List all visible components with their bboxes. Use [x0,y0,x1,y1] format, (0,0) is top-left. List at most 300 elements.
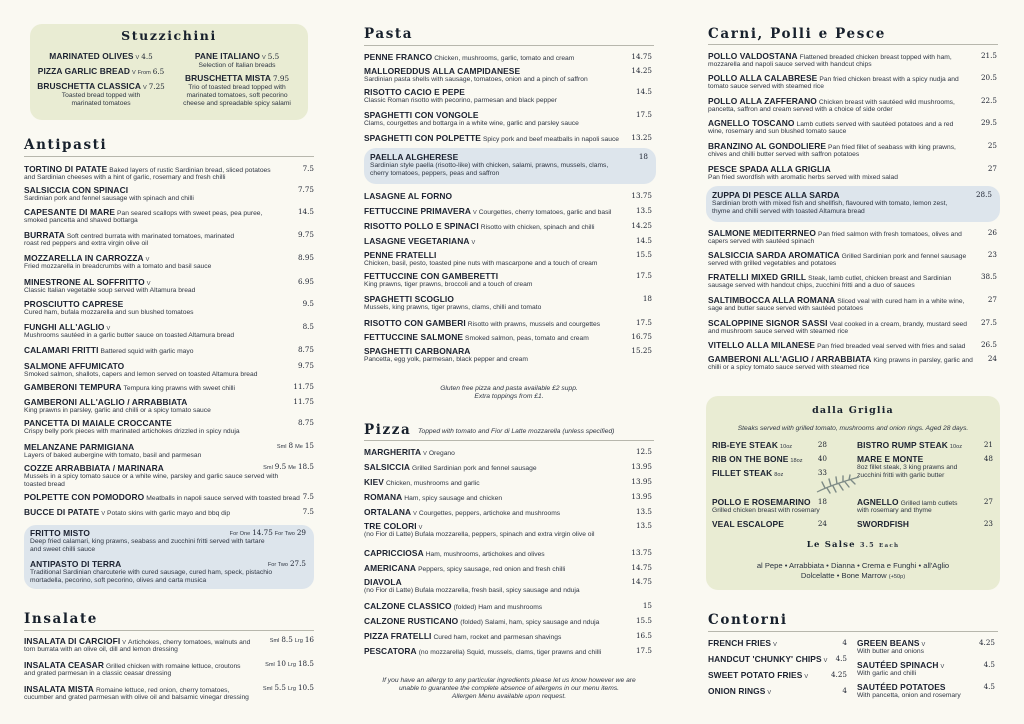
item-description: pancetta, saffron and cream served with a choice of side order [708,106,893,113]
item-price: 9.5 [302,299,314,308]
item-price: 25 [987,141,997,150]
item-description: Sliced veal with cured ham in a white wine, [837,298,965,305]
menu-item [24,346,193,356]
antipasti-title: Antipasti [24,137,108,153]
item-name: MARINATED OLIVES [49,51,134,61]
item-name: AGNELLO [857,497,899,507]
item-description: Mussels in a spicy tomato sauce or a white wine, parsley and garlic sauce served with [24,473,279,480]
item-price: 14.5 [297,207,314,216]
item-name: PROSCIUTTO CAPRESE [24,299,124,309]
item-price: 17.5 [635,646,652,655]
size-label: Sml [265,662,275,668]
item-price: 7.5 [302,492,314,501]
item-price: 8.95 [297,253,314,262]
item-price: 10 [276,659,286,668]
item-price: 24 [817,519,827,528]
item-description: King prawns in parsley, garlic and [873,357,973,364]
item-description: Oregano [428,450,455,457]
item-name: PANE ITALIANO [194,51,261,61]
menu-item [364,549,545,559]
veg-mark: V [262,55,266,61]
item-name: PANCETTA DI MAIALE CROCCANTE [24,418,172,428]
item-price: 7.5 [302,507,314,516]
item-name: BUCCE DI PATATE [24,507,100,517]
item-description: with rosemary and thyme [857,507,932,514]
item-price: 5.5 [274,683,286,692]
item-name: CAPESANTE DI MARE [24,207,116,217]
item-name: FILLET STEAK [712,468,773,478]
item-name: TORTINO DI PATATE [24,164,108,174]
item-name: POLLO E ROSEMARINO [712,497,811,507]
item-price: 4 [842,638,847,647]
item-description: (no mozzarella) Squid, mussels, clams, tiger prawns and chilli [418,649,602,656]
menu-item [24,493,300,503]
item-price: 7.5 [302,164,314,173]
item-price: 14.25 [631,221,652,230]
divider [24,156,314,157]
menu-item [370,153,458,162]
item-description: Classic Roman risotto with pecorino, parmesan and black pepper [364,97,557,104]
menu-item [364,617,599,627]
item-price: 26.5 [980,340,997,349]
salse-each: Each [879,543,900,549]
item-price: 7.95 [273,74,290,83]
menu-column-right [679,0,1024,724]
item-price: 9.75 [297,361,314,370]
weight-label: 10oz [949,444,963,450]
item-name: INSALATA CEASAR [24,660,104,670]
item-price: 17.5 [635,110,652,119]
size-label: Sml [262,686,273,692]
item-description: Soft centred burrata with marinated tomatoes, marinated [66,233,235,240]
item-description: Pan fried swordfish with aromatic herbs served with mixed salad [708,174,898,181]
pizza-subtitle: Topped with tomato and Fior di Latte mozzarella (unless specified) [418,428,615,435]
item-description: Steak, lamb cutlet, chicken breast and Sardinian [808,275,952,282]
stuzzichini-item [36,82,166,92]
menu-item [708,671,808,681]
stuzzichini-item [36,67,166,77]
menu-item [30,560,121,569]
item-description: Spicy pork and beef meatballs in napoli sauce [482,136,620,143]
menu-item [364,347,470,356]
item-name: HANDCUT 'CHUNKY' CHIPS [708,654,822,664]
item-name: PENNE FRANCO [364,52,433,62]
item-price: 20.5 [980,73,997,82]
item-price: 8.5 [281,635,293,644]
item-name: GAMBERONI ALL'AGLIO / ARRABBIATA [24,397,188,407]
item-description: smoked pancetta and shaved bottarga [24,217,138,224]
item-description: With garlic and chilli [857,670,917,677]
item-name: FRATELLI MIXED GRILL [708,272,807,282]
item-price: 18 [638,152,648,161]
menu-item [712,469,783,479]
item-price: 14.75 [631,577,652,586]
item-name: SPAGHETTI SCOGLIO [364,294,454,304]
item-name: FETTUCCINE SALMONE [364,332,464,342]
veg-mark: V [413,511,417,517]
item-name: PESCE SPADA ALLA GRIGLIA [708,164,831,174]
item-name: RIB ON THE BONE [712,454,789,464]
item-description: tomato sauce served with steamed rice [708,83,824,90]
item-description: zucchini fritti with garlic butter [857,472,945,479]
item-price: 16.5 [635,631,652,640]
item-name: FETTUCCINE CON GAMBERETTI [364,271,499,281]
item-description: Fried mozzarella in breadcrumbs with a tomato and basil sauce [24,263,212,270]
item-name: ANTIPASTO DI TERRA [30,559,122,569]
item-name: PIZZA GARLIC BREAD [37,66,131,76]
item-description: chilli or a spicy tomato sauce served with steamed rice [708,364,870,371]
item-description: Pan fried fillet of seabass with king prawns, [828,144,956,151]
item-price: 4 [842,686,847,695]
item-price: 14.25 [631,66,652,75]
menu-item [712,520,784,529]
price-group [200,529,306,538]
item-name: FUNGHI ALL'AGLIO [24,322,105,332]
item-description: Sardinian pasta shells with sausage, tomatoes, onion and a pinch of saffron [364,76,588,83]
item-name: MELANZANE PARMIGIANA [24,442,135,452]
item-description: marinated tomatoes [71,100,131,107]
size-label: Lrg [287,686,296,692]
item-price: 9.75 [297,230,314,239]
menu-item [364,207,611,217]
item-description: Courgettes, peppers, artichoke and mushrooms [418,510,561,517]
menu-item [24,443,134,452]
item-description: Chicken, basil, pesto, toasted pine nuts with mascarpone and a touch of cream [364,260,598,267]
item-description: Traditional Sardinian charcuterie with cured sausage, cured ham, speck, pistachio [30,569,273,576]
item-description: Pancetta, egg yolk, parmesan, black pepper and cream [364,356,528,363]
item-name: RISOTTO CON GAMBERI [364,318,466,328]
item-description: Ham, spicy sausage and chicken [404,495,503,502]
item-description: capers served with sautéed spinach [708,238,815,245]
item-description: King prawns, tiger prawns, broccoli and a touch of cream [364,281,533,288]
item-price: 28.5 [975,190,992,199]
item-description: Grilled Sardinian pork and fennel sausage [412,465,537,472]
item-description: Chicken, mushrooms, garlic, tomato and cream [434,55,575,62]
item-name: BISTRO RUMP STEAK [857,440,948,450]
divider [24,630,314,631]
item-price: 13.95 [631,462,652,471]
item-price: 11.75 [293,397,314,406]
menu-item [24,186,128,195]
salse-heading [706,540,1000,550]
item-name: SWORDFISH [857,519,910,529]
item-name: VEAL ESCALOPE [712,519,784,529]
for-two-label: For Two [267,562,288,568]
size-prices [204,660,314,669]
item-price: 15.25 [631,346,652,355]
item-price: 18 [642,294,652,303]
veg-mark: V [823,658,828,664]
item-name: BRANZINO AL GONDOLIERE [708,141,827,151]
item-price: 14.75 [252,528,273,537]
item-description: Grilled chicken breast with rosemary [712,507,820,514]
pasta-note: Extra toppings from £1. [474,393,544,400]
item-price: 40 [817,454,827,463]
item-name: SCALOPPINE SIGNOR SASSI [708,318,828,328]
item-name: ZUPPA DI PESCE ALLA SARDA [712,190,840,200]
menu-item [364,647,601,657]
item-description: Chicken breast with sautéed wild mushrooms, [818,99,955,106]
item-description: and sweet chilli sauce [30,546,96,553]
salse-supplement: (+50p) [888,574,906,580]
item-description: (folded) Ham and mushrooms [453,604,543,611]
item-name: SPAGHETTI CON VONGOLE [364,110,479,120]
item-price: 15.5 [635,616,652,625]
menu-item [364,602,542,612]
menu-item [364,272,498,281]
item-price: 4.25 [978,638,995,647]
item-description: Lamb cutlets served with sautéed potatoes and a red [796,121,954,128]
item-name: SAUTÉED SPINACH [857,660,939,670]
item-description: mozzarella and napoli sauce served with handcut chips [708,61,872,68]
veg-mark: V [804,674,809,680]
menu-item [364,53,574,63]
item-description: Peppers, spicy sausage, red onion and fresh chilli [418,566,566,573]
veg-mark: V [101,511,106,517]
item-price: 13.5 [635,206,652,215]
menu-item [364,578,402,587]
item-description: Clams, courgettes and bottarga in a white wine, garlic and parsley sauce [364,120,579,127]
item-name: GAMBERONI TEMPURA [24,382,122,392]
item-description: Crispy belly pork pieces with marinated artichokes drizzled in spicy nduja [24,428,240,435]
item-price: 27.5 [980,318,997,327]
item-price: 13.75 [631,191,652,200]
veg-mark: V [921,642,926,648]
menu-item [364,564,565,574]
menu-item [364,295,454,304]
weight-label: 10oz [779,444,793,450]
menu-item [24,398,187,407]
item-name: RISOTTO POLLO E SPINACI [364,221,479,231]
item-price: 13.95 [631,492,652,501]
item-name: MARE E MONTE [857,454,924,464]
stuzzichini-item [36,52,166,62]
item-description: chives and chilli butter served with saffron potatoes [708,151,860,158]
item-price: 22.5 [980,96,997,105]
item-description: Layers of baked aubergine with tomato, basil and parmesan [24,452,202,459]
item-description: (no Fior di Latte) Bufala mozzarella, fresh basil, spicy sausage and nduja [364,587,580,594]
item-description: (no Fior di Latte) Bufala mozzarella, peppers, spinach and extra virgin olive oil [364,531,595,538]
item-description: Veal cooked in a cream, brandy, mustard seed [829,321,967,328]
item-name: CALZONE RUSTICANO [364,616,459,626]
item-name: ONION RINGS [708,686,766,696]
item-description: thyme and chilli served with toasted Altamura bread [712,208,865,215]
size-label: Me [295,444,303,450]
menu-item [364,319,600,329]
salse-price: 3.5 [859,541,875,549]
item-name: RISOTTO CACIO E PEPE [364,87,465,97]
menu-item [364,632,561,642]
menu-item [708,165,831,174]
item-price: 6.95 [297,277,314,286]
item-description: served with grilled vegetables and potatoes [708,260,837,267]
item-description: Smoked salmon, shallots, capers and lemon served on toasted Altamura bread [24,371,258,378]
item-description: Selection of Italian breads [198,62,276,69]
size-prices [204,684,314,693]
item-name: INSALATA MISTA [24,684,94,694]
size-label: Lrg [287,662,296,668]
menu-item [364,111,479,120]
stuzzichini-item [172,74,302,83]
item-description: Flattened breaded chicken breast topped with ham, [799,54,952,61]
allergy-note: Allergen Menu available upon request. [451,693,567,700]
item-price: 18.5 [297,462,314,471]
item-description: Potato skins with garlic mayo and bbq dip [107,510,231,517]
item-name: KIEV [364,477,384,487]
item-price: 48 [983,454,993,463]
menu-item [712,191,840,200]
veg-mark: V [773,642,777,648]
menu-item [364,67,520,76]
contorni-title: Contorni [708,612,788,628]
rosemary-sprig-icon [815,474,861,496]
size-prices [204,636,314,645]
stuzzichini-item [172,52,302,62]
menu-item [857,683,946,692]
item-description: sage and butter sauce served with sautéed potatoes [708,305,864,312]
item-price: 16.75 [631,332,652,341]
menu-item [364,508,560,518]
carni-title: Carni, Polli e Pesce [708,26,886,42]
item-description: Baked layers of rustic Sardinian bread, sliced potatoes [109,167,271,174]
item-price: 24 [987,354,997,363]
item-price: 14.75 [631,563,652,572]
from-label: From [137,70,151,76]
item-description: Grilled chicken with romaine lettuce, croutons [105,663,241,670]
item-description: Cured ham, bufala mozzarella and sun blushed tomatoes [24,309,194,316]
menu-column-middle [344,0,666,724]
item-price: 29.5 [980,118,997,127]
item-name: ORTALANA [364,507,412,517]
item-name: LASAGNE AL FORNO [364,191,453,201]
item-price: 13.75 [631,548,652,557]
item-name: GAMBERONI ALL'AGLIO / ARRABBIATA [708,354,872,364]
item-price: 4.25 [830,670,847,679]
item-description: Chicken, mushrooms and garlic [385,480,480,487]
item-price: 8.5 [302,322,314,331]
for-one-label: For One [229,531,251,537]
item-description: Pan fried salmon with fresh tomatoes, olives and [817,231,962,238]
item-description: Deep fried calamari, king prawns, seabass and zucchini fritti served with tartare [30,538,265,545]
item-description: Meatballs in napoli sauce served with toasted bread [146,495,300,502]
salse-list-2: Dolcelatte • Bone Marrow [800,571,887,580]
item-description: Mussels, king prawns, tiger prawns, clams, chilli and tomato [364,304,542,311]
item-price: 13.5 [635,507,652,516]
salse-list [706,572,1000,581]
size-label: Sml [276,444,287,450]
item-price: 13.5 [635,521,652,530]
menu-item [24,362,124,371]
divider [708,631,998,632]
item-price: 26 [987,228,997,237]
item-name: AGNELLO TOSCANO [708,118,795,128]
item-name: COZZE ARRABBIATA / MARINARA [24,463,164,473]
menu-item [364,88,465,97]
stuzzichini-title: Stuzzichini [121,28,217,43]
item-name: GREEN BEANS [857,638,920,648]
item-price: 18 [817,497,827,506]
menu-item [364,134,619,144]
item-description: Sardinian broth with mixed fish and shellfish, flavoured with tomato, lemon zest, [712,200,948,207]
item-description: Mushrooms sautéed in a garlic butter sauce on toasted Altamura bread [24,332,235,339]
item-price: 33 [817,468,827,477]
item-price: 8 [288,441,294,450]
menu-item [364,493,502,503]
item-description: 8oz fillet steak, 3 king prawns and [857,464,958,471]
item-name: SPAGHETTI CON POLPETTE [364,133,481,143]
item-price: 5.5 [267,52,280,61]
item-name: POLLO VALDOSTANA [708,51,798,61]
item-name: INSALATA DI CARCIOFI [24,636,121,646]
size-label: Lrg [294,638,303,644]
item-price: 4.5 [835,654,847,663]
item-description: Courgettes, cherry tomatoes, garlic and basil [478,209,612,216]
item-description: roast red peppers and extra virgin olive oil [24,240,149,247]
item-price: 18.5 [297,659,314,668]
menu-item [708,341,965,351]
item-name: CAPRICCIOSA [364,548,424,558]
divider [364,440,654,441]
item-price: 14.5 [635,236,652,245]
divider [364,45,654,46]
item-name: FRITTO MISTO [30,528,90,538]
pasta-title: Pasta [364,26,414,42]
item-description: and grated parmesan in a classic ceasar dressing [24,670,172,677]
item-name: CALZONE CLASSICO [364,601,452,611]
item-name: TRE COLORI [364,521,417,531]
item-description: Artichokes, cherry tomatoes, walnuts and [128,639,251,646]
item-price: 10.5 [297,683,314,692]
item-name: SALSICCIA [364,462,411,472]
item-description: (folded) Salami, ham, spicy sausage and nduja [460,619,600,626]
menu-item [708,687,771,697]
item-price: 17.5 [635,271,652,280]
item-description: Tempura king prawns with sweet chilli [123,385,236,392]
for-two-label: For Two [274,531,295,537]
item-name: SAUTÉED POTATOES [857,682,946,692]
item-price: 6.5 [152,67,165,76]
item-description: Sardinian pork and fennel sausage with spinach and chilli [24,195,194,202]
pizza-title: Pizza [364,422,412,438]
item-name: POLLO ALLA ZAFFERANO [708,96,817,106]
veg-mark: V [423,451,427,457]
veg-mark: V [145,257,150,263]
item-name: MINESTRONE AL SOFFRITTO [24,277,145,287]
divider [708,44,998,45]
item-name: BURRATA [24,230,65,240]
item-name: SWEET POTATO FRIES [708,670,803,680]
menu-item [24,508,230,518]
menu-item [24,383,235,393]
item-price: 7.75 [297,185,314,194]
price-group [220,560,306,569]
item-price: 4.5 [141,52,153,61]
item-price: 13.25 [631,133,652,142]
item-name: PESCATORA [364,646,417,656]
item-name: MALLOREDDUS ALLA CAMPIDANESE [364,66,521,76]
item-name: VITELLO ALLA MILANESE [708,340,816,350]
item-price [929,191,992,199]
item-name: DIAVOLA [364,577,402,587]
item-description: Battered squid with garlic mayo [100,348,194,355]
menu-item [364,448,455,458]
item-description: wine, rosemary and sun blushed tomato sauce [708,128,847,135]
item-price: 23 [987,250,997,259]
item-name: BRUSCHETTA MISTA [184,73,272,83]
size-label: Sml [269,638,280,644]
item-description: sausage served with handcut chips, zucchini fritti and a duo of sauces [708,282,915,289]
item-price: 8.75 [297,345,314,354]
